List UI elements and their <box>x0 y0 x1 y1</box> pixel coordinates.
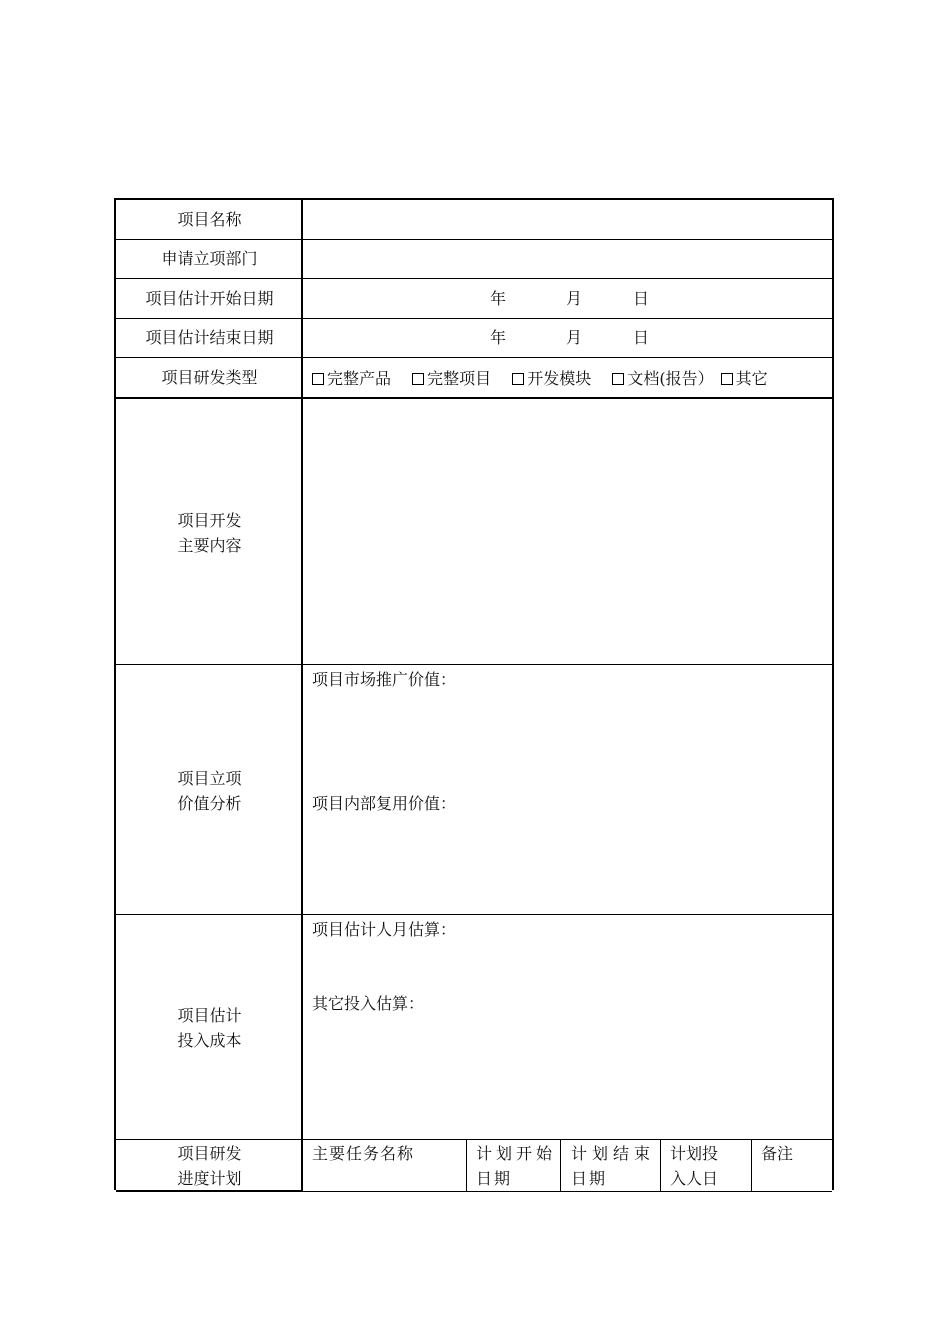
internal-value-prompt: 项目内部复用价值： <box>312 794 457 813</box>
label-line: 进度计划 <box>177 1169 242 1188</box>
start-year-unit: 年 <box>490 289 507 308</box>
schedule-column-divider <box>466 1139 467 1192</box>
end-year-unit: 年 <box>490 328 507 347</box>
col-line: 计划结束 <box>571 1144 656 1163</box>
option-label: 开发模块 <box>527 369 592 388</box>
schedule-col-end <box>571 1141 659 1191</box>
checkbox-icon[interactable] <box>412 373 424 385</box>
project-name-label: 项目名称 <box>177 210 242 229</box>
label-line: 项目开发 <box>177 511 242 530</box>
row-divider <box>116 1139 832 1140</box>
option-label: 其它 <box>735 369 768 388</box>
start-month-unit: 月 <box>566 289 583 308</box>
checkbox-icon[interactable] <box>512 373 524 385</box>
checkbox-icon[interactable] <box>612 373 624 385</box>
schedule-col-note: 备注 <box>761 1144 794 1163</box>
label-line: 投入成本 <box>177 1031 242 1050</box>
market-value-field[interactable] <box>306 694 830 788</box>
department-label: 申请立项部门 <box>161 249 258 268</box>
cost-label <box>116 1003 303 1053</box>
bottom-edge <box>301 1191 832 1192</box>
label-line: 主要内容 <box>177 536 242 555</box>
project-application-form <box>114 198 834 1190</box>
dev-type-option[interactable] <box>721 366 768 391</box>
label-line: 项目立项 <box>177 769 242 788</box>
dev-type-option[interactable] <box>312 366 391 391</box>
dev-type-options <box>312 366 768 391</box>
person-month-prompt: 项目估计人月估算： <box>312 920 457 939</box>
start-date-field[interactable] <box>306 280 830 317</box>
internal-value-field[interactable] <box>306 818 830 912</box>
end-date-field[interactable] <box>306 320 830 356</box>
start-day-unit: 日 <box>633 289 650 308</box>
col-line: 计划投 <box>670 1144 719 1163</box>
dev-type-option[interactable] <box>412 366 491 391</box>
end-day-unit: 日 <box>633 328 650 347</box>
schedule-col-start <box>476 1141 560 1191</box>
end-month-unit: 月 <box>566 328 583 347</box>
option-label: 完整产品 <box>327 369 392 388</box>
row-divider <box>116 397 832 399</box>
checkbox-icon[interactable] <box>721 373 733 385</box>
option-label: 文档(报告） <box>627 369 714 388</box>
dev-type-option[interactable] <box>612 366 713 391</box>
end-date-label: 项目估计结束日期 <box>145 328 274 347</box>
schedule-column-divider <box>751 1139 752 1192</box>
department-field[interactable] <box>306 241 830 276</box>
schedule-col-days <box>670 1141 750 1191</box>
row-divider <box>116 318 832 319</box>
dev-type-label: 项目研发类型 <box>161 368 258 387</box>
row-divider <box>116 357 832 358</box>
dev-type-option[interactable] <box>512 366 591 391</box>
row-divider <box>116 664 832 665</box>
col-line: 计划开始 <box>476 1144 557 1163</box>
market-value-prompt: 项目市场推广价值： <box>312 670 457 689</box>
schedule-label <box>116 1141 303 1191</box>
other-cost-prompt: 其它投入估算： <box>312 994 425 1013</box>
col-line: 入人日 <box>670 1169 719 1188</box>
person-month-field[interactable] <box>306 944 830 988</box>
start-date-label: 项目估计开始日期 <box>145 289 274 308</box>
label-line: 项目研发 <box>177 1144 242 1163</box>
row-divider <box>116 239 832 240</box>
value-analysis-label <box>116 766 303 816</box>
col-line: 日期 <box>476 1169 513 1188</box>
row-divider <box>116 914 832 915</box>
schedule-column-divider <box>660 1139 661 1192</box>
label-line: 项目估计 <box>177 1006 242 1025</box>
schedule-col-task: 主要任务名称 <box>312 1144 415 1163</box>
other-cost-field[interactable] <box>306 1018 830 1137</box>
col-line: 日期 <box>571 1169 608 1188</box>
schedule-column-divider <box>560 1139 561 1192</box>
project-name-field[interactable] <box>306 202 830 237</box>
checkbox-icon[interactable] <box>312 373 324 385</box>
option-label: 完整项目 <box>427 369 492 388</box>
row-divider <box>116 278 832 279</box>
main-content-label <box>116 508 303 558</box>
label-line: 价值分析 <box>177 794 242 813</box>
main-content-field[interactable] <box>306 401 830 662</box>
